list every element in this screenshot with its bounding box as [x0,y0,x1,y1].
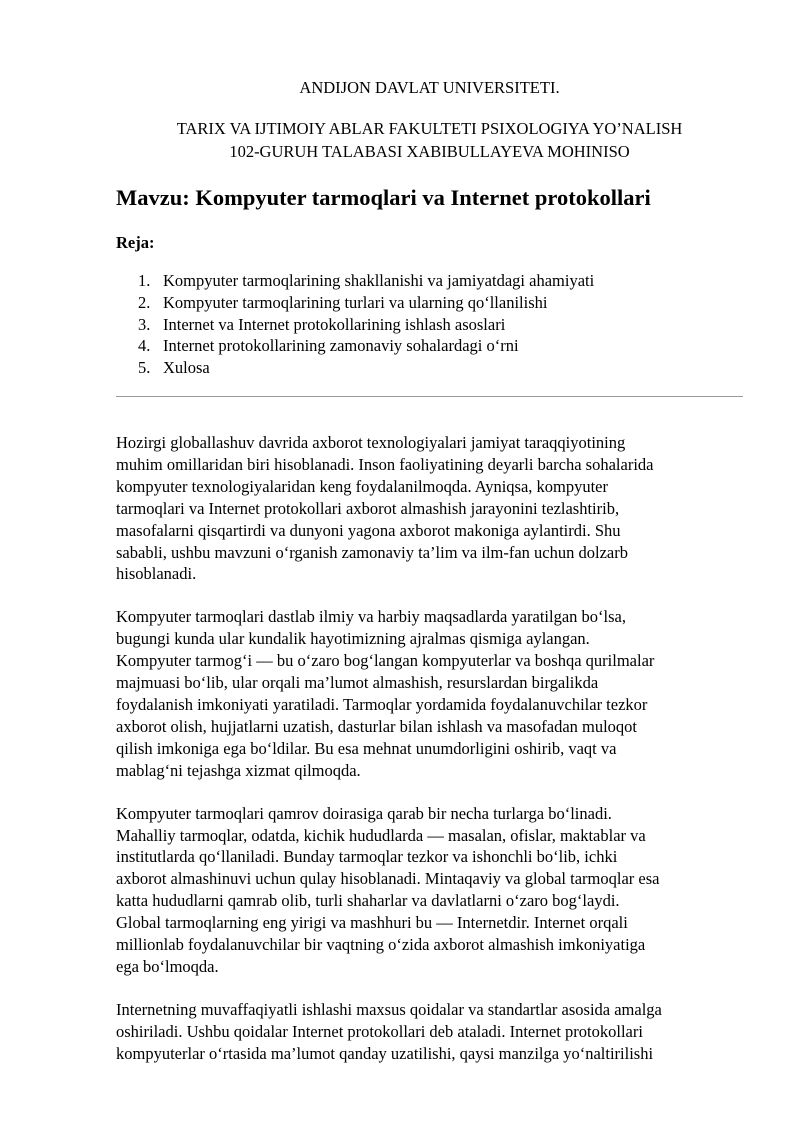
paragraph-line: axborot olish, hujjatlarni uzatish, dasturlar bilan ishlash va masofadan muloqot [116,716,638,736]
paragraph-line: hisoblanadi. [116,564,197,584]
paragraph-line: Kompyuter tarmog‘i — bu o‘zaro bog‘langan kompyuterlar va boshqa qurilmalar [116,651,655,671]
paragraph-line: majmuasi bo‘lib, ular orqali ma’lumot almashish, resurslardan birgalikda [116,673,599,693]
plan-item-text: Kompyuter tarmoqlarining turlari va ularning qo‘llanilishi [163,292,548,312]
plan-item-text: Internet protokollarining zamonaviy sohalardagi o‘rni [163,336,519,356]
document-title: Mavzu: Kompyuter tarmoqlari va Internet protokollari [116,185,651,210]
paragraph-line: sababli, ushbu mavzuni o‘rganish zamonaviy ta’lim va ilm-fan uchun dolzarb [116,542,628,562]
paragraph-line: ega bo‘lmoqda. [116,956,219,976]
paragraph-line: Kompyuter tarmoqlari dastlab ilmiy va harbiy maqsadlarda yaratilgan bo‘lsa, [116,607,626,627]
body-text [116,432,743,1086]
plan-item-text: Xulosa [163,358,210,378]
paragraph-line: qilish imkoniga ega bo‘ldilar. Bu esa mehnat unumdorligini oshirib, vaqt va [116,738,617,758]
paragraph-line: bugungi kunda ular kundalik hayotimizning ajralmas qismiga aylangan. [116,629,590,649]
section-divider [116,396,743,397]
faculty-block [116,117,743,163]
plan-list [116,270,594,379]
university-name: ANDIJON DAVLAT UNIVERSITETI. [299,78,560,97]
plan-item-number: 5. [138,358,151,378]
paragraph-line: tarmoqlari va Internet protokollari axborot almashish jarayonini tezlashtirib, [116,498,620,518]
plan-item-number: 2. [138,292,151,312]
paragraph-line: Kompyuter tarmoqlari qamrov doirasiga qarab bir necha turlarga bo‘linadi. [116,803,612,823]
plan-item [116,314,594,336]
plan-item-number: 1. [138,271,151,290]
plan-item-text: Internet va Internet protokollarining ishlash asoslari [163,314,506,334]
paragraph-line: axborot almashinuvi uchun qulay hisoblanadi. Mintaqaviy va global tarmoqlar esa [116,869,660,889]
plan-label: Reja: [116,233,155,252]
paragraph-line: Internetning muvaffaqiyatli ishlashi maxsus qoidalar va standartlar asosida amalga [116,999,662,1019]
paragraph-line: Mahalliy tarmoqlar, odatda, kichik hududlarda — masalan, ofislar, maktablar va [116,825,646,845]
paragraph-line: millionlab foydalanuvchilar bir vaqtning o‘zida axborot almashish imkoniyatiga [116,935,646,955]
paragraph [116,432,743,585]
paragraph-line: Hozirgi globallashuv davrida axborot texnologiyalari jamiyat taraqqiyotining [116,433,626,452]
paragraph-line: institutlarda qo‘llaniladi. Bunday tarmoqlar tezkor va ishonchli bo‘lib, ichki [116,847,618,867]
faculty-line: TARIX VA IJTIMOIY ABLAR FAKULTETI PSIXOLOGIYA YO’NALISH [176,119,683,138]
plan-item-number: 4. [138,336,151,356]
paragraph-line: oshiriladi. Ushbu qoidalar Internet protokollari deb ataladi. Internet protokollari [116,1021,643,1041]
paragraph-line: kompyuter texnologiyalaridan keng foydalanilmoqda. Ayniqsa, kompyuter [116,476,609,496]
paragraph [116,999,743,1065]
paragraph-line: kompyuterlar o‘rtasida ma’lumot qanday uzatilishi, qaysi manzilga yo‘naltirilishi [116,1043,654,1063]
paragraph [116,606,743,781]
paragraph-line: mablag‘ni tejashga xizmat qilmoqda. [116,760,361,780]
plan-item [116,292,594,314]
paragraph-line: muhim omillaridan biri hisoblanadi. Inson faoliyatining deyarli barcha sohalarida [116,454,654,474]
plan-item-number: 3. [138,314,151,334]
paragraph-line: foydalanish imkoniyati yaratiladi. Tarmoqlar yordamida foydalanuvchilar tezkor [116,694,648,714]
student-line: 102-GURUH TALABASI XABIBULLAYEVA MOHINISO [229,142,630,161]
plan-item [116,357,594,379]
plan-item [116,270,594,292]
paragraph-line: katta hududlarni qamrab olib, turli shaharlar va davlatlarni o‘zaro bog‘laydi. [116,891,620,911]
paragraph [116,803,743,978]
plan-item-text: Kompyuter tarmoqlarining shakllanishi va jamiyatdagi ahamiyati [163,271,595,290]
paragraph-line: masofalarni qisqartirdi va dunyoni yagona axborot makoniga aylantirdi. Shu [116,520,621,540]
paragraph-line: Global tarmoqlarning eng yirigi va mashhuri bu — Internetdir. Internet orqali [116,913,628,933]
plan-item [116,335,594,357]
